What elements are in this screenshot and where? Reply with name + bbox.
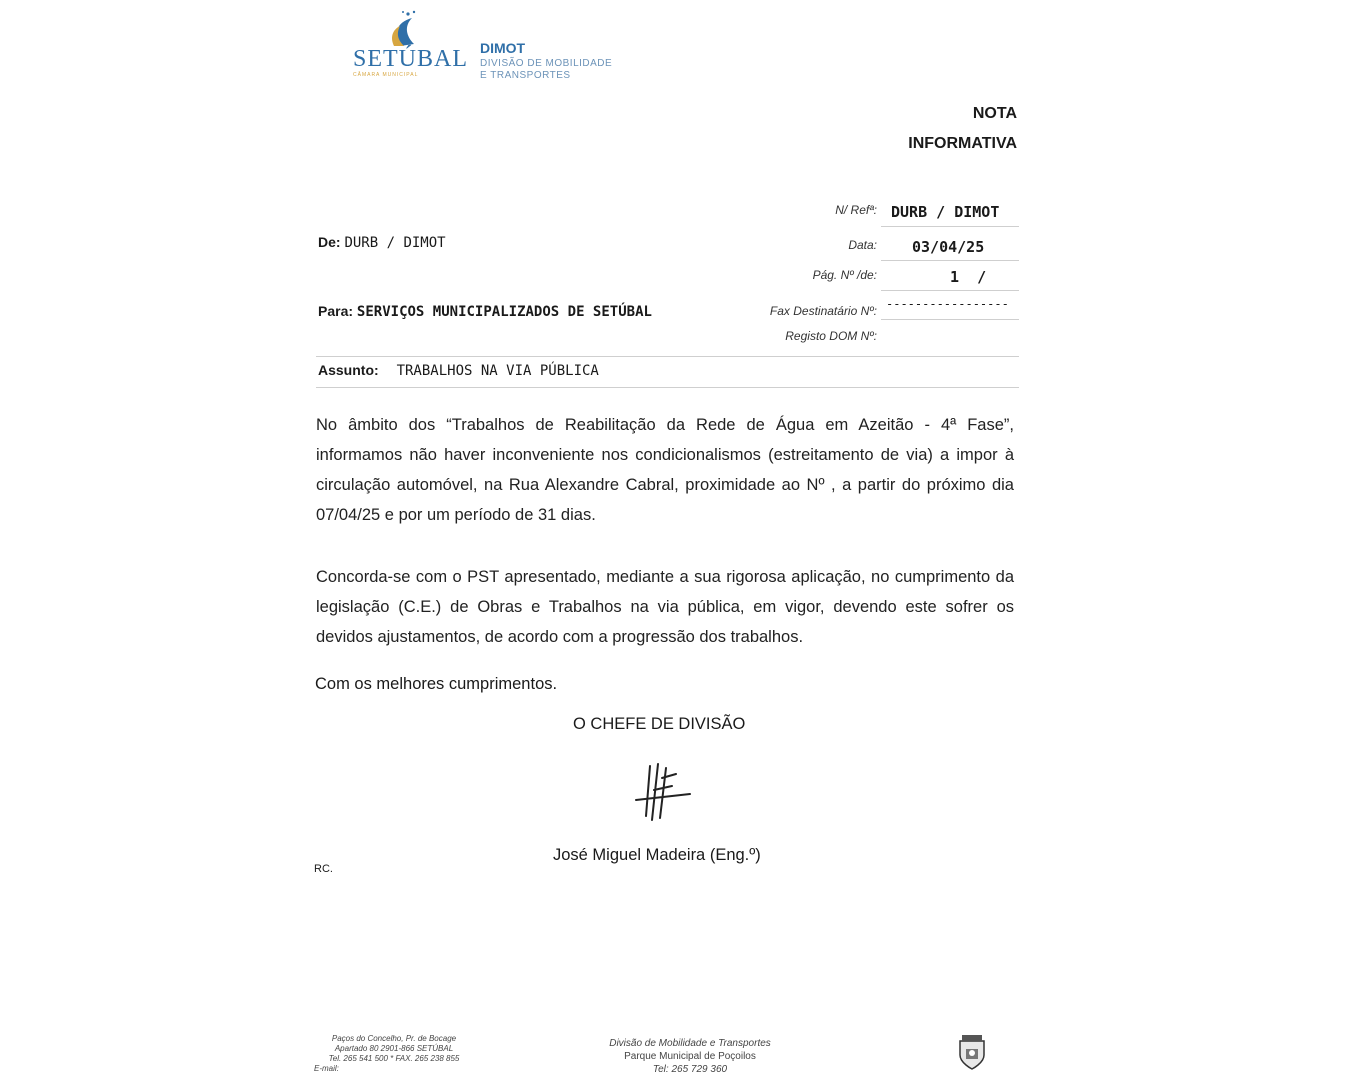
footer-center-line2: Parque Municipal de Poçoilos — [624, 1051, 756, 1062]
municipal-crest-icon — [952, 1031, 992, 1076]
to-line — [318, 303, 652, 320]
body-paragraph-1: No âmbito dos “Trabalhos de Reabilitação da Rede de Água em Azeitão - 4ª Fase”, informamos não haver inconveniente nos condicionalismos (estreitamento de via) a impor à circulação automóvel, na Rua Alexandre Cabral, proximidade ao Nº , a partir do próximo dia 07/04/25 e por um período de 31 dias. — [316, 416, 1014, 524]
subject-value: TRABALHOS NA VIA PÚBLICA — [396, 363, 599, 379]
footer-left-line2: Apartado 80 2901-866 SETÚBAL — [334, 1044, 454, 1053]
closing-text: Com os melhores cumprimentos. — [315, 675, 558, 693]
footer-left-line4: E-mail: — [314, 1064, 339, 1073]
from-line — [318, 234, 446, 251]
ref-value: DURB / DIMOT — [891, 203, 1000, 221]
division-name — [480, 58, 612, 82]
body-paragraph-2: Concorda-se com o PST apresentado, mediante a sua rigorosa aplicação, no cumprimento da legislação (C.E.) de Obras e Trabalhos na via pública, em vigor, devendo este sofrer os devidos ajustamentos, de acordo com a progressão dos trabalhos. — [316, 568, 1014, 646]
fax-value: ----------------- — [886, 297, 1009, 311]
date-value: 03/04/25 — [912, 238, 985, 256]
page-underline — [881, 290, 1019, 291]
to-value: SERVIÇOS MUNICIPALIZADOS DE SETÚBAL — [356, 304, 652, 320]
division-name-line1: DIVISÃO DE MOBILIDADE — [480, 58, 613, 69]
subject-label: Assunto: — [318, 362, 379, 378]
division-name-line2: E TRANSPORTES — [480, 70, 571, 81]
division-code: DIMOT — [480, 40, 526, 56]
date-label: Data: — [848, 238, 877, 252]
fax-underline — [881, 319, 1019, 320]
doc-type-line1: NOTA — [972, 105, 1017, 122]
wave-emblem-icon — [370, 10, 430, 50]
date-underline — [881, 260, 1019, 261]
footer-left-line3: Tel. 265 541 500 * FAX. 265 238 855 — [328, 1054, 460, 1063]
to-label: Para: — [318, 303, 354, 319]
from-label: De: — [318, 234, 341, 250]
footer-left-line1: Paços do Concelho, Pr. de Bocage — [331, 1034, 457, 1043]
ref-underline — [881, 226, 1019, 227]
handwritten-signature — [632, 760, 694, 829]
footer-center — [585, 1037, 795, 1076]
logo-text: SETÚBAL — [353, 46, 468, 72]
subject-bottom-rule — [316, 387, 1019, 388]
doc-type-line2: INFORMATIVA — [908, 135, 1017, 152]
doc-type-title — [908, 99, 1017, 159]
ref-label: N/ Refª: — [835, 203, 877, 217]
signatory-name: José Miguel Madeira (Eng.º) — [553, 846, 761, 864]
page-value: 1 / — [950, 268, 987, 286]
footer-center-line1: Divisão de Mobilidade e Transportes — [609, 1038, 771, 1049]
registo-label: Registo DOM Nº: — [785, 329, 877, 343]
from-value: DURB / DIMOT — [344, 235, 446, 251]
subject-top-rule — [316, 356, 1019, 357]
author-initials: RC. — [314, 863, 333, 875]
page-label: Pág. Nº /de: — [812, 268, 877, 282]
logo-tagline: CÂMARA MUNICIPAL — [353, 72, 419, 78]
footer-center-line3: Tel: 265 729 360 — [652, 1064, 728, 1075]
footer-left — [314, 1034, 474, 1074]
subject-line — [318, 362, 599, 379]
fax-label: Fax Destinatário Nº: — [769, 304, 877, 318]
signature-title: O CHEFE DE DIVISÃO — [573, 715, 746, 733]
